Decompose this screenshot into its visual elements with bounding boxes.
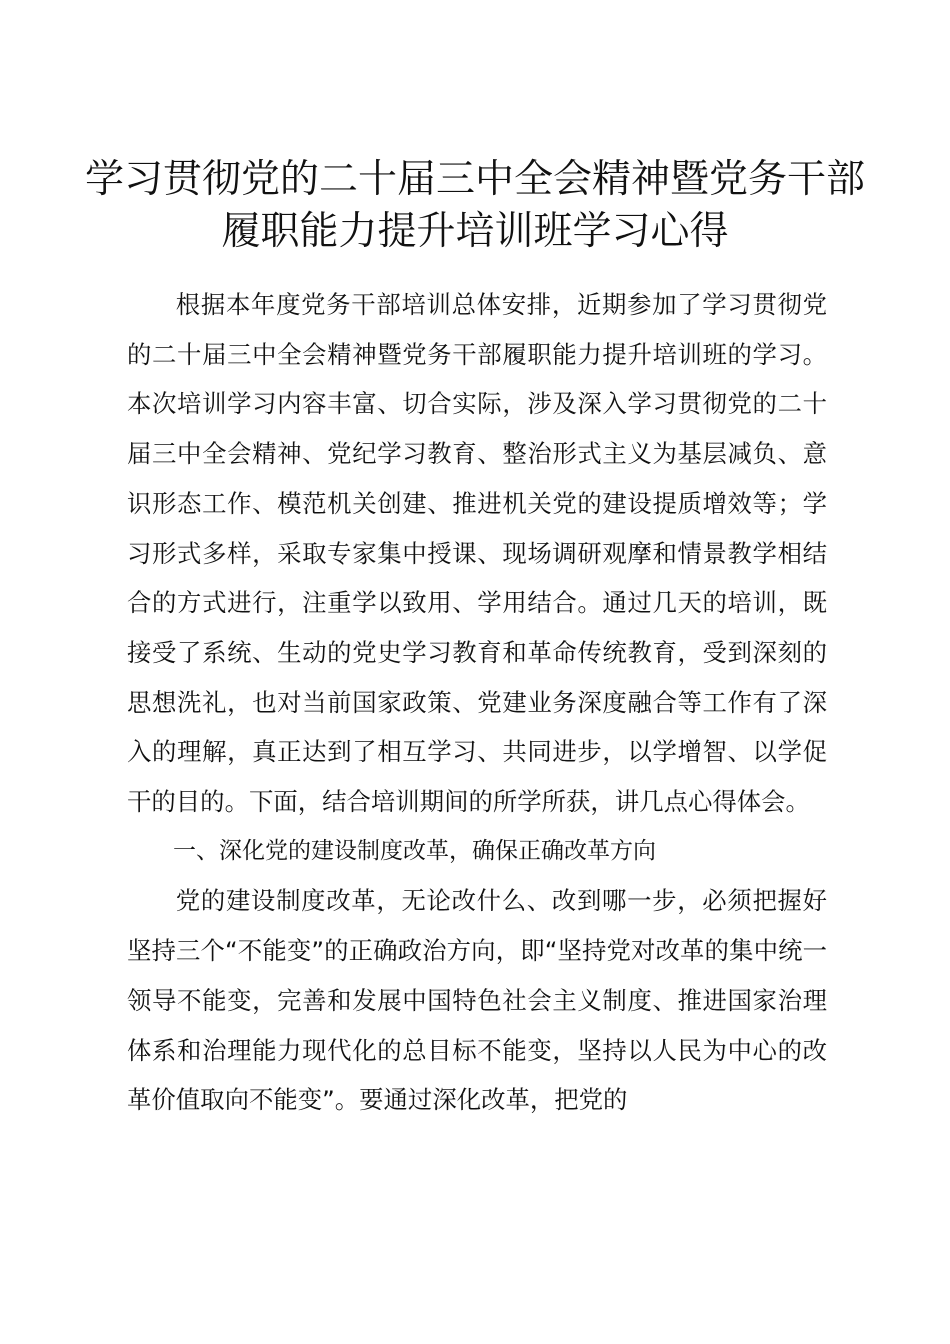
body-paragraph-intro: 根据本年度党务干部培训总体安排，近期参加了学习贯彻党的二十届三中全会精神暨党务干部履职能力提升培训班的学习。本次培训学习内容丰富、切合实际，涉及深入学习贯彻党的二十届三中全会精神、党纪学习教育、整治形式主义为基层减负、意识形态工作、模范机关创建、推进机关党的建设提质增效等；学习形式多样，采取专家集中授课、现场调研观摩和情景教学相结合的方式进行，注重学以致用、学用结合。通过几天的培训，既接受了系统、生动的党史学习教育和革命传统教育，受到深刻的思想洗礼，也对当前国家政策、党建业务深度融合等工作有了深入的理解，真正达到了相互学习、共同进步，以学增智、以学促干的目的。下面，结合培训期间的所学所获，讲几点心得体会。 [127,290,827,817]
document-title-line-2: 履职能力提升培训班学习心得 [221,209,729,254]
body-paragraph-section-1: 党的建设制度改革，无论改什么、改到哪一步，必须把握好坚持三个“不能变”的正确政治方向，即“坚持党对改革的集中统一领导不能变，完善和发展中国特色社会主义制度、推进国家治理体系和治理能力现代化的总目标不能变，坚持以人民为中心的改革价值取向不能变”。要通过深化改革，把党的 [127,886,827,1115]
document-body [127,280,827,1125]
document-title-line-1: 学习贯彻党的二十届三中全会精神暨党务干部 [84,157,865,202]
section-heading-1: 一、深化党的建设制度改革，确保正确改革方向 [173,837,656,864]
